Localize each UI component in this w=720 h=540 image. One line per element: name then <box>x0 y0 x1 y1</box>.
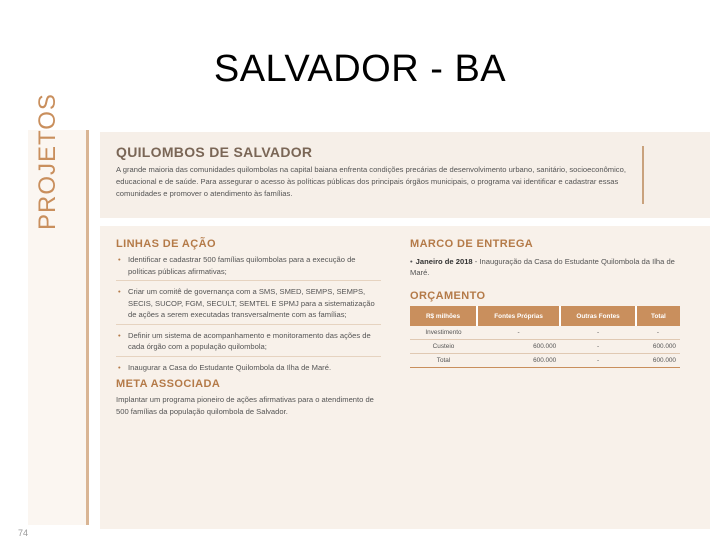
orcamento-heading: ORÇAMENTO <box>410 290 486 302</box>
column-header: Total <box>636 306 680 326</box>
table-header-row <box>410 306 680 326</box>
vertical-rule <box>642 146 644 204</box>
table-cell: Custeio <box>410 340 477 354</box>
column-header: R$ milhões <box>410 306 477 326</box>
list-item <box>116 254 381 281</box>
slide-title: SALVADOR - BA <box>213 48 507 90</box>
table-cell: - <box>560 354 636 368</box>
list-item-text: Criar um comitê de governança com a SMS, SMED, SEMPS, SEMPS, SECIS, SUCOP, FGM, SECULT, SEMTEL E SPMJ para a sistematização de ações a serem executadas transversalmente com as famílias; <box>128 287 375 319</box>
section-title: QUILOMBOS DE SALVADOR <box>116 144 313 160</box>
document-page <box>18 93 710 538</box>
linhas-heading: LINHAS DE AÇÃO <box>116 238 216 250</box>
bullet-icon: • <box>118 330 121 340</box>
table-row <box>410 340 680 354</box>
marco-text: - Inauguração da Casa do Estudante Quilombola da Ilha de Maré. <box>410 257 675 277</box>
bullet-icon: • <box>118 287 121 296</box>
list-item-text: Identificar e cadastrar 500 famílias quilombolas para a execução de políticas públicas afirmativas; <box>128 255 356 276</box>
table-cell: - <box>560 340 636 354</box>
bullet-icon: • <box>118 255 121 264</box>
table-cell: 600.000 <box>477 354 560 368</box>
table-cell: - <box>477 326 560 340</box>
list-item <box>116 330 381 357</box>
table-cell: Total <box>410 354 477 368</box>
table-cell: - <box>560 326 636 340</box>
table-row <box>410 354 680 368</box>
table-cell: Investimento <box>410 326 477 340</box>
marco-date: Janeiro de 2018 <box>415 257 473 266</box>
bullet-icon: • <box>118 362 121 372</box>
marco-heading: MARCO DE ENTREGA <box>410 238 534 250</box>
list-item <box>116 362 381 377</box>
column-header: Outras Fontes <box>560 306 636 326</box>
table-cell: - <box>636 326 680 340</box>
table-cell: 600.000 <box>477 340 560 354</box>
meta-heading: META ASSOCIADA <box>116 378 221 390</box>
side-label: PROJETOS <box>34 93 61 230</box>
linhas-list <box>116 254 381 381</box>
table-cell: 600.000 <box>636 354 680 368</box>
marco-item <box>410 256 680 278</box>
bullet-icon: • <box>410 257 413 266</box>
list-item-text: Inaugurar a Casa do Estudante Quilombola da Ilha de Maré. <box>128 362 332 372</box>
intro-text: A grande maioria das comunidades quilombolas na capital baiana enfrenta condições precárias de desenvolvimento urbano, sanitário, socioeconômico, educacional e de saúde. Para assegurar o acesso às políticas públicas dos principais órgãos municipais, o programa vai identificar e cadastrar essas comunidades e promover o atendimento às famílias. <box>116 165 626 198</box>
side-bar <box>28 93 89 525</box>
table-cell: 600.000 <box>636 340 680 354</box>
column-header: Fontes Próprias <box>477 306 560 326</box>
list-item-text: Definir um sistema de acompanhamento e monitoramento das ações de cada órgão com a população quilombola; <box>128 330 371 351</box>
meta-text: Implantar um programa pioneiro de ações afirmativas para o atendimento de 500 famílias da população quilombola de Salvador. <box>116 395 374 416</box>
budget-table <box>410 306 680 368</box>
page-number: 74 <box>18 528 29 538</box>
table-row <box>410 326 680 340</box>
list-item <box>116 286 381 325</box>
